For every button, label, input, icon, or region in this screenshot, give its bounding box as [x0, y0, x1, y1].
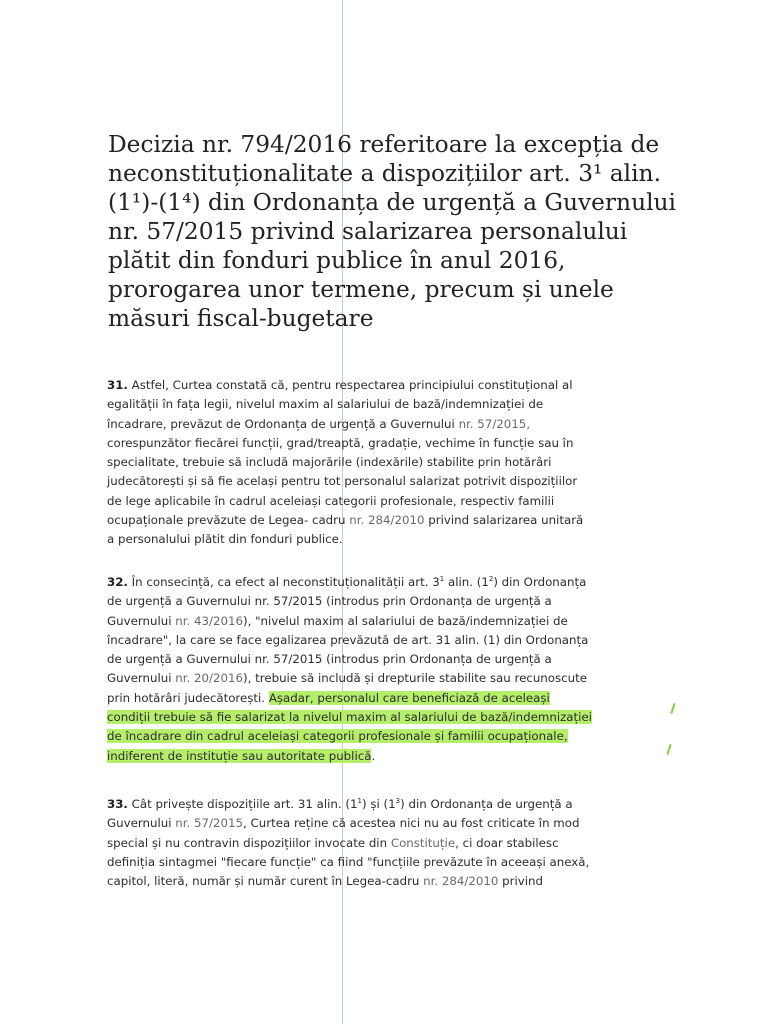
paragraph-33 [107, 792, 687, 891]
text-line: definiția sintagmei "fiecare funcție" ca fiind "funcțiile prevăzute în aceeași anexă, [107, 854, 590, 869]
paragraph-31 [107, 376, 687, 550]
text-line: specialitate, trebuie să includă majorările (indexările) stabilite prin hotărâri [107, 455, 552, 470]
title-line: măsuri fiscal-bugetare [108, 305, 374, 332]
text-line: Guvernului nr. 57/2015, Curtea reține că acestea nici nu au fost criticate în mod [107, 816, 580, 831]
law-reference: nr. 57/2015 [175, 816, 244, 831]
law-reference: nr. 20/2016 [175, 671, 244, 686]
text-line: special și nu contravin dispozițiilor invocate din Constituție, ci doar stabilesc [107, 835, 559, 850]
text-line: de urgență a Guvernului nr. 57/2015 (introdus prin Ordonanța de urgență a [107, 594, 552, 609]
highlighted-text: condiții trebuie să fie salarizat la nivelul maxim al salariului de bază/indemnizației [107, 710, 592, 724]
text-line: Guvernului nr. 20/2016), trebuie să includă și drepturile stabilite sau recunoscute [107, 671, 587, 686]
text-line: încadrare", la care se face egalizarea prevăzută de art. 31 alin. (1) din Ordonanța [107, 632, 589, 647]
paragraph-number: 33. [107, 796, 128, 811]
text-line: încadrare, prevăzut de Ordonanța de urgență a Guvernului nr. 57/2015, [107, 416, 531, 431]
text-line: prin hotărâri judecătorești. Așadar, personalul care beneficiază de aceleași [107, 690, 550, 705]
title-line: prorogarea unor termene, precum și unele [108, 276, 614, 303]
decision-title [108, 130, 676, 333]
highlighted-text: indiferent de instituție sau autoritate publică [107, 748, 372, 763]
law-reference: nr. 284/2010 [423, 874, 499, 889]
text-line [107, 708, 687, 727]
law-reference: nr. 57/2015, [458, 416, 531, 431]
text-line: 32. În consecință, ca efect al neconstituționalității art. $3^1$ alin. $(1^2)$ din Ordonanța [107, 574, 587, 589]
title-line: plătit din fonduri publice în anul 2016, [108, 247, 566, 274]
text-line: de lege aplicabile în cadrul aceleiași categorii profesionale, respectiv familii [107, 493, 555, 508]
law-reference: nr. 284/2010 [349, 513, 425, 528]
text-line [107, 727, 687, 746]
text-line: ocupaționale prevăzute de Legea- cadru nr. 284/2010 privind salarizarea unitară [107, 513, 584, 528]
text-line: 31. Astfel, Curtea constată că, pentru respectarea principiului constituțional al [107, 378, 573, 392]
text-line: judecătorești și să fie același pentru tot personalul salarizat potrivit dispozițiilor [107, 474, 578, 489]
text-line: Guvernului nr. 43/2016), "nivelul maxim al salariului de bază/indemnizației de [107, 613, 568, 628]
title-line: (1¹)-(1⁴) din Ordonanța de urgență a Guvernului [108, 189, 676, 216]
highlighted-text: de încadrare din cadrul aceleiași categorii profesionale și familii ocupaționale, [107, 729, 568, 744]
paragraph-number: 32. [107, 574, 128, 589]
text-line: a personalului plătit din fonduri publice. [107, 532, 343, 547]
paragraph-number: 31. [107, 378, 128, 392]
title-line: nr. 57/2015 privind salarizarea personalului [108, 218, 628, 245]
highlighted-text: Așadar, personalul care beneficiază de aceleași [268, 690, 550, 705]
text-line: indiferent de instituție sau autoritate publică. [107, 748, 376, 763]
paragraph-32 [107, 570, 687, 766]
text-line: egalității în fața legii, nivelul maxim al salariului de bază/indemnizației de [107, 397, 544, 412]
text-line: capitol, literă, număr și număr curent în Legea-cadru nr. 284/2010 privind [107, 874, 544, 889]
law-reference: nr. 43/2016 [175, 613, 244, 628]
title-line: neconstituționalitate a dispozițiilor art. 3¹ alin. [108, 160, 661, 187]
text-line: de urgență a Guvernului nr. 57/2015 (introdus prin Ordonanța de urgență a [107, 652, 552, 667]
title-line: Decizia nr. 794/2016 referitoare la excepția de [108, 131, 660, 158]
text-line: corespunzător fiecărei funcții, grad/treaptă, gradație, vechime în funcție sau în [107, 435, 574, 450]
constitution-reference: Constituție [390, 835, 456, 850]
text-line: 33. Cât privește dispozițiile art. 31 alin. $(1^1)$ și $(1^3)$ din Ordonanța de urgență a [107, 796, 573, 811]
